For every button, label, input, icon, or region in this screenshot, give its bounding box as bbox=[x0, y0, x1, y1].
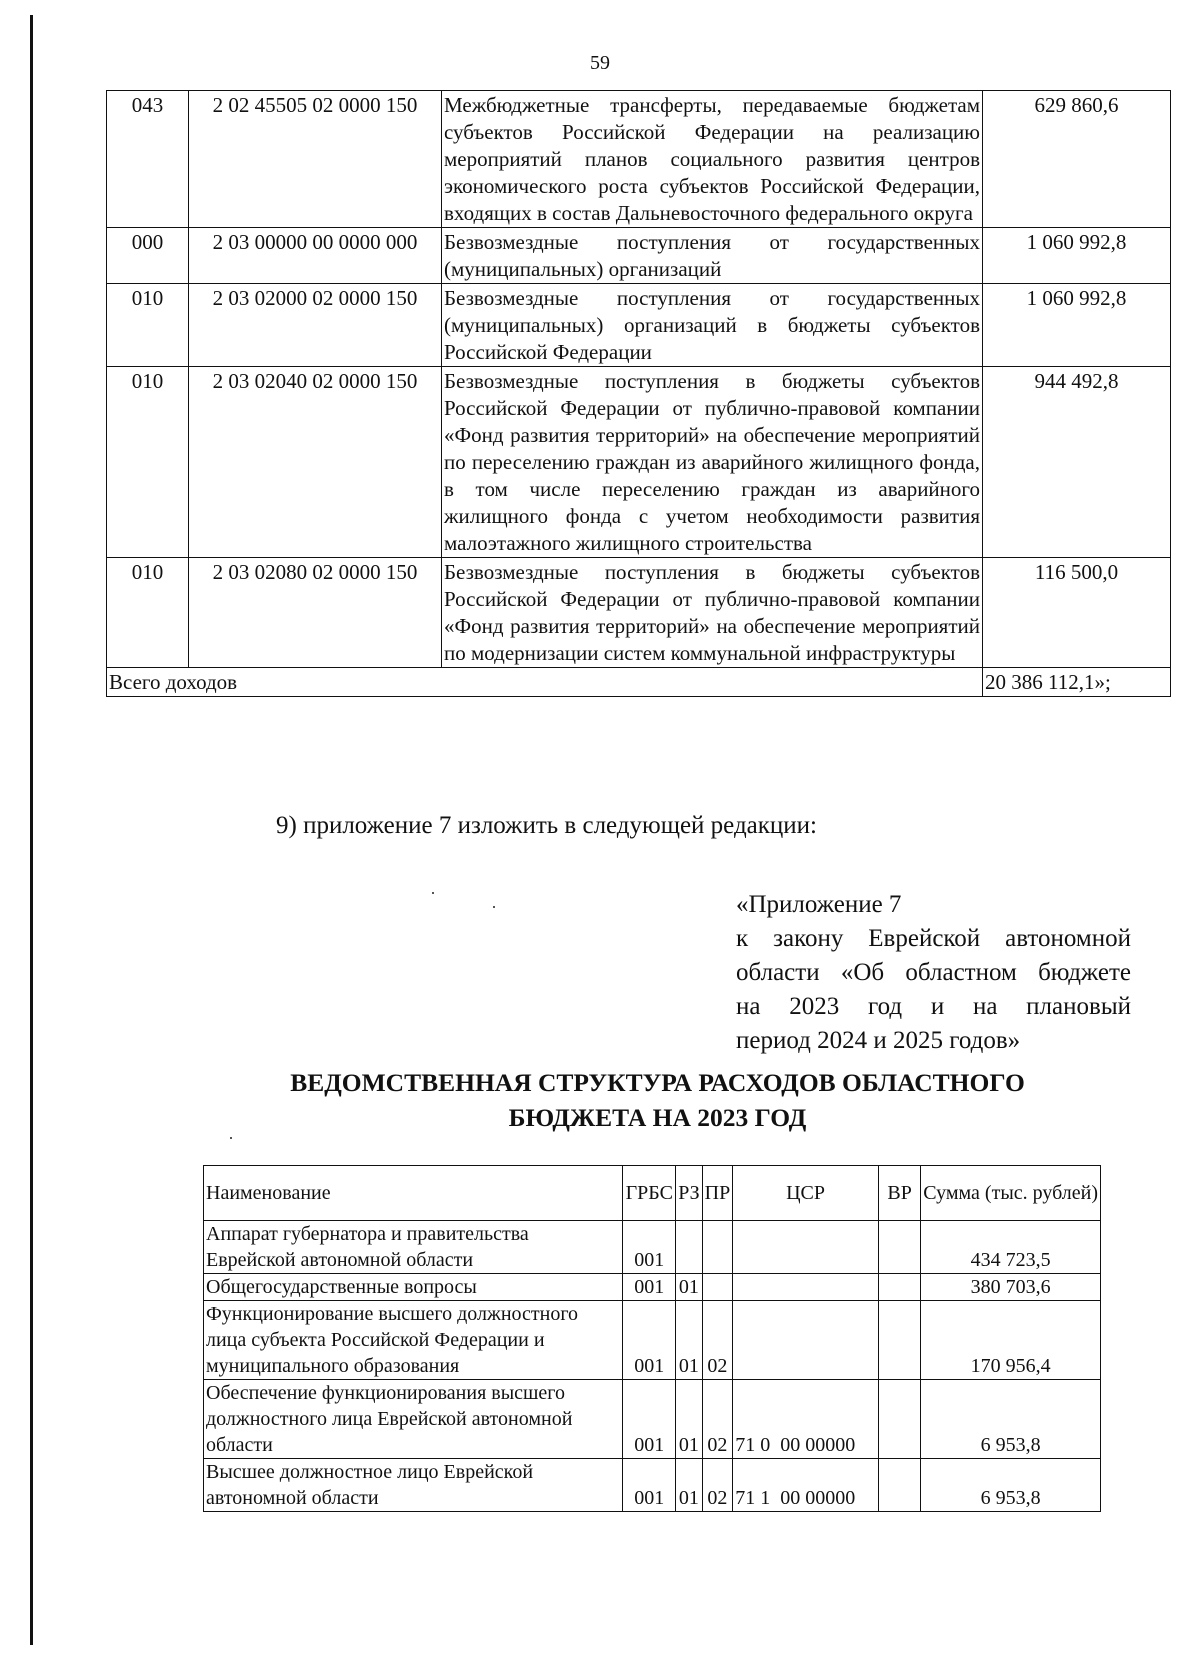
expense-rz: 01 bbox=[676, 1274, 702, 1301]
table-row bbox=[204, 1380, 1101, 1459]
revenue-name: Межбюджетные трансферты, передаваемые бюджетам субъектов Российской Федерации на реализацию мероприятий планов социального развития центров экономического роста субъектов Российской Федерации, входящих в состав Дальневосточного федерального округа bbox=[442, 91, 983, 228]
table-row bbox=[107, 228, 1171, 284]
expense-sum: 434 723,5 bbox=[921, 1221, 1101, 1274]
expense-grbs: 001 bbox=[623, 1221, 676, 1274]
header-pr: ПР bbox=[702, 1166, 733, 1221]
margin-line bbox=[30, 15, 33, 1645]
header-name: Наименование bbox=[204, 1166, 623, 1221]
table-row bbox=[204, 1459, 1101, 1512]
expense-name: Высшее должностное лицо Еврейской автономной области bbox=[204, 1459, 623, 1512]
revenue-amount: 944 492,8 bbox=[983, 367, 1171, 558]
total-label: Всего доходов bbox=[107, 668, 983, 697]
table-row bbox=[204, 1301, 1101, 1380]
expense-vr bbox=[878, 1221, 920, 1274]
revenue-name: Безвозмездные поступления от государственных (муниципальных) организаций bbox=[442, 228, 983, 284]
expense-csr: 71 1 00 00000 bbox=[733, 1459, 879, 1512]
revenue-amount: 629 860,6 bbox=[983, 91, 1171, 228]
table-row bbox=[107, 558, 1171, 668]
table-row bbox=[204, 1221, 1101, 1274]
section-title bbox=[190, 1065, 1125, 1135]
header-vr: ВР bbox=[878, 1166, 920, 1221]
expense-sum: 380 703,6 bbox=[921, 1274, 1101, 1301]
expense-vr bbox=[878, 1380, 920, 1459]
table-row bbox=[107, 367, 1171, 558]
scan-speck bbox=[432, 892, 434, 894]
expense-pr: 02 bbox=[702, 1380, 733, 1459]
expense-rz: 01 bbox=[676, 1380, 702, 1459]
revenue-amount: 1 060 992,8 bbox=[983, 284, 1171, 367]
expense-pr: 02 bbox=[702, 1459, 733, 1512]
expense-csr: 71 0 00 00000 bbox=[733, 1380, 879, 1459]
expense-csr bbox=[733, 1274, 879, 1301]
revenue-amount: 116 500,0 bbox=[983, 558, 1171, 668]
appendix-header bbox=[736, 888, 1131, 1058]
table-row bbox=[107, 91, 1171, 228]
paragraph-text: 9) приложение 7 изложить в следующей редакции: bbox=[276, 812, 817, 839]
revenue-name: Безвозмездные поступления в бюджеты субъектов Российской Федерации от публично-правовой компании «Фонд развития территорий» на обеспечение мероприятий по модернизации систем коммунальной инфраструктуры bbox=[442, 558, 983, 668]
admin-code: 010 bbox=[107, 284, 189, 367]
expense-vr bbox=[878, 1274, 920, 1301]
header-rz: РЗ bbox=[676, 1166, 702, 1221]
scan-speck bbox=[493, 906, 495, 908]
expense-name: Функционирование высшего должностного лица субъекта Российской Федерации и муниципального образования bbox=[204, 1301, 623, 1380]
expense-grbs: 001 bbox=[623, 1301, 676, 1380]
total-amount: 20 386 112,1»; bbox=[983, 668, 1171, 697]
expense-grbs: 001 bbox=[623, 1380, 676, 1459]
revenue-code: 2 03 02040 02 0000 150 bbox=[189, 367, 442, 558]
expense-name: Аппарат губернатора и правительства Еврейской автономной области bbox=[204, 1221, 623, 1274]
page-number: 59 bbox=[590, 52, 610, 74]
total-row bbox=[107, 668, 1171, 697]
expense-grbs: 001 bbox=[623, 1459, 676, 1512]
expense-rz: 01 bbox=[676, 1459, 702, 1512]
expense-vr bbox=[878, 1301, 920, 1380]
scan-speck bbox=[230, 1137, 232, 1139]
header-csr: ЦСР bbox=[733, 1166, 879, 1221]
revenue-amount: 1 060 992,8 bbox=[983, 228, 1171, 284]
expense-sum: 170 956,4 bbox=[921, 1301, 1101, 1380]
section-title-line: БЮДЖЕТА НА 2023 ГОД bbox=[508, 1103, 807, 1132]
expense-rz bbox=[676, 1221, 702, 1274]
expense-sum: 6 953,8 bbox=[921, 1380, 1101, 1459]
appendix-line: к закону Еврейской автономной bbox=[736, 925, 1131, 952]
expense-pr bbox=[702, 1274, 733, 1301]
revenue-code: 2 03 00000 00 0000 000 bbox=[189, 228, 442, 284]
expense-csr bbox=[733, 1221, 879, 1274]
table-row bbox=[204, 1274, 1101, 1301]
revenue-name: Безвозмездные поступления от государственных (муниципальных) организаций в бюджеты субъектов Российской Федерации bbox=[442, 284, 983, 367]
appendix-line: период 2024 и 2025 годов» bbox=[736, 1027, 1021, 1054]
revenue-code: 2 03 02080 02 0000 150 bbox=[189, 558, 442, 668]
header-sum: Сумма (тыс. рублей) bbox=[921, 1166, 1101, 1221]
revenue-code: 2 02 45505 02 0000 150 bbox=[189, 91, 442, 228]
appendix-line: на 2023 год и на плановый bbox=[736, 993, 1131, 1020]
expense-pr bbox=[702, 1221, 733, 1274]
admin-code: 000 bbox=[107, 228, 189, 284]
header-grbs: ГРБС bbox=[623, 1166, 676, 1221]
admin-code: 010 bbox=[107, 367, 189, 558]
admin-code: 043 bbox=[107, 91, 189, 228]
expense-grbs: 001 bbox=[623, 1274, 676, 1301]
appendix-line: области «Об областном бюджете bbox=[736, 959, 1131, 986]
expense-name: Обеспечение функционирования высшего должностного лица Еврейской автономной области bbox=[204, 1380, 623, 1459]
expense-csr bbox=[733, 1301, 879, 1380]
income-table bbox=[106, 90, 1171, 697]
section-title-line: ВЕДОМСТВЕННАЯ СТРУКТУРА РАСХОДОВ ОБЛАСТНОГО bbox=[290, 1068, 1025, 1097]
expense-sum: 6 953,8 bbox=[921, 1459, 1101, 1512]
table-row bbox=[107, 284, 1171, 367]
expense-vr bbox=[878, 1459, 920, 1512]
expense-rz: 01 bbox=[676, 1301, 702, 1380]
expense-name: Общегосударственные вопросы bbox=[204, 1274, 623, 1301]
revenue-code: 2 03 02000 02 0000 150 bbox=[189, 284, 442, 367]
admin-code: 010 bbox=[107, 558, 189, 668]
revenue-name: Безвозмездные поступления в бюджеты субъектов Российской Федерации от публично-правовой компании «Фонд развития территорий» на обеспечение мероприятий по переселению граждан из аварийного жилищного фонда, в том числе переселению граждан из аварийного жилищного фонда с учетом необходимости развития малоэтажного жилищного строительства bbox=[442, 367, 983, 558]
table-header-row bbox=[204, 1166, 1101, 1221]
appendix-line: «Приложение 7 bbox=[736, 891, 902, 918]
expense-table bbox=[203, 1165, 1101, 1512]
expense-pr: 02 bbox=[702, 1301, 733, 1380]
